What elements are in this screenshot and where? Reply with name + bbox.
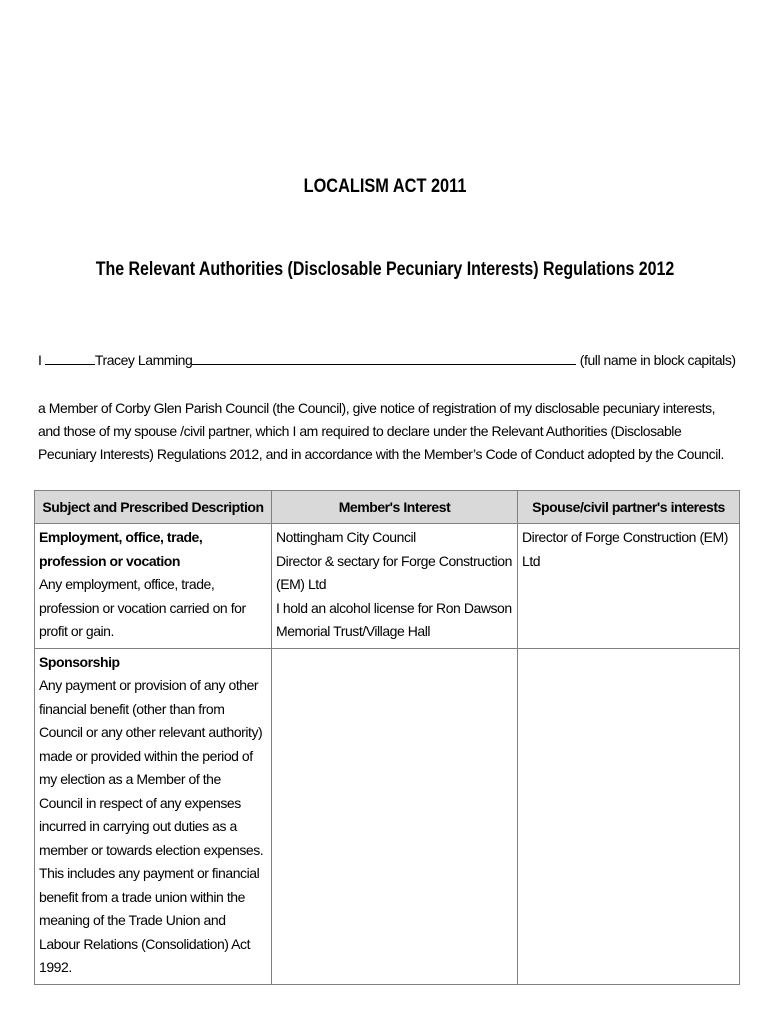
declarant-name: Tracey Lamming: [94, 352, 193, 368]
declaration-intro: a Member of Corby Glen Parish Council (the Council), give notice of registration of my disclosable pecuniary interests, and those of my spouse /civil partner, which I am required to declare under the Relevant Authorities (Disclosable Pecuniary Interests) Regulations 2012, and in accordance with the Member’s Code of Conduct adopted by the Council.: [38, 400, 724, 462]
table-row: [35, 648, 740, 984]
document-title: LOCALISM ACT 2011: [303, 176, 467, 197]
subject-title: Sponsorship: [39, 653, 120, 670]
document-subtitle: The Relevant Authorities (Disclosable Pecuniary Interests) Regulations 2012: [95, 259, 675, 280]
member-interest-line: Director & sectary for Forge Construction (EM) Ltd: [276, 552, 512, 592]
name-blank-trailing: [192, 348, 576, 365]
header-subject: Subject and Prescribed Description: [35, 491, 272, 524]
subject-description: Any employment, office, trade, profession or vocation carried on for profit or gain.: [39, 576, 246, 639]
spouse-interest-cell: [518, 524, 740, 649]
subject-cell: [35, 648, 272, 984]
name-blank-leading: [45, 348, 95, 365]
table-header-row: [35, 491, 740, 524]
header-spouse-interest: Spouse/civil partner's interests: [518, 491, 740, 524]
spouse-interest-cell: [518, 648, 740, 984]
header-member-interest: Member's Interest: [272, 491, 518, 524]
member-interest-cell: [272, 648, 518, 984]
member-interest-cell: [272, 524, 518, 649]
member-interest-line: I hold an alcohol license for Ron Dawson Memorial Trust/Village Hall: [276, 599, 512, 639]
table-row: [35, 524, 740, 649]
subject-cell: [35, 524, 272, 649]
interests-table: [34, 490, 740, 985]
subject-title: Employment, office, trade, profession or vocation: [39, 529, 203, 569]
member-interest-line: Nottingham City Council: [276, 529, 416, 545]
subject-description: Any payment or provision of any other financial benefit (other than from Council or any other relevant authority) made or provided within the period of my election as a Member of the Council in respect of any expenses incurred in carrying out duties as a member or towards election expenses. This includes any payment or financial benefit from a trade union within the meaning of the Trade Union and Labour Relations (Consolidation) Act 1992.: [39, 677, 264, 975]
spouse-interest-text: Director of Forge Construction (EM) Ltd: [522, 529, 728, 569]
name-instruction: (full name in block capitals): [579, 352, 736, 368]
declarant-name-line: [38, 348, 738, 372]
name-prefix: I: [38, 352, 42, 368]
